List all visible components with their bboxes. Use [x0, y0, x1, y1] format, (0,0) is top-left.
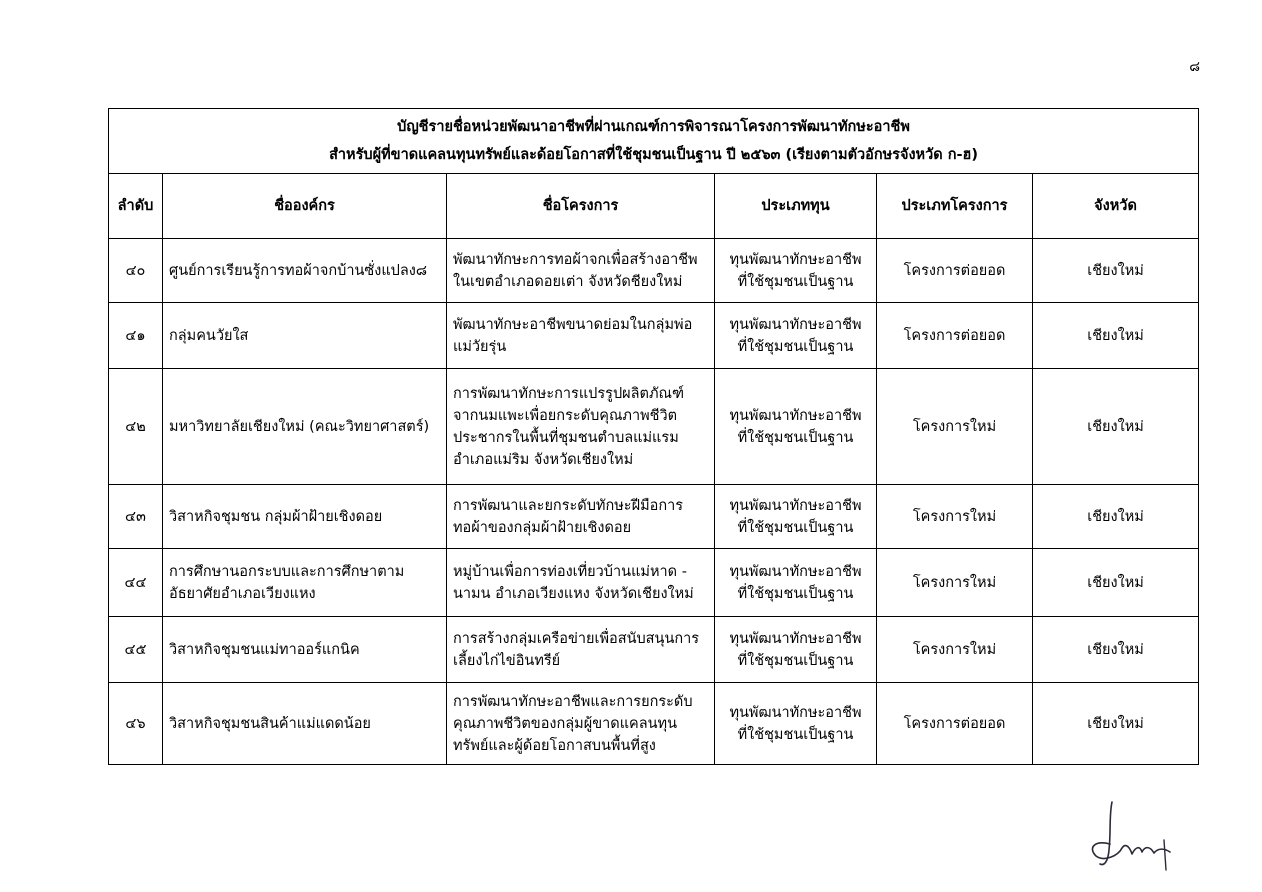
row-type: โครงการใหม่: [877, 369, 1033, 485]
signature: [1082, 796, 1178, 872]
project-line: อำเภอแม่ริม จังหวัดเชียงใหม่: [453, 451, 634, 468]
fund-line: ที่ใช้ชุมชนเป็นฐาน: [737, 273, 854, 290]
project-line: ในเขตอำเภอดอยเต่า จังหวัดชียงใหม่: [453, 273, 683, 290]
table-row: [109, 549, 1199, 617]
row-fund: [715, 239, 877, 303]
row-province: เชียงใหม่: [1033, 549, 1199, 617]
fund-line: ที่ใช้ชุมชนเป็นฐาน: [737, 652, 854, 669]
project-line: เลี้ยงไก่ไข่อินทรีย์: [453, 652, 561, 669]
title-line-1: บัญชีรายชื่อหน่วยพัฒนาอาชีพที่ผ่านเกณฑ์การพิจารณาโครงการพัฒนาทักษะอาชีพ: [397, 119, 910, 135]
project-line: จากนมแพะเพื่อยกระดับคุณภาพชีวิต: [453, 407, 678, 424]
project-line: พัฒนาทักษะการทอผ้าจกเพื่อสร้างอาชีพ: [453, 251, 698, 268]
fund-line: ทุนพัฒนาทักษะอาชีพ: [729, 630, 862, 647]
row-project: [447, 303, 715, 369]
row-type: โครงการต่อยอด: [877, 683, 1033, 765]
table-title: [109, 109, 1199, 174]
header-org: ชื่อองค์กร: [163, 174, 447, 239]
table-row: [109, 485, 1199, 549]
row-province: เชียงใหม่: [1033, 239, 1199, 303]
row-org: กลุ่มคนวัยใส: [163, 303, 447, 369]
row-no: ๔๒: [109, 369, 163, 485]
row-type: โครงการต่อยอด: [877, 239, 1033, 303]
fund-line: ที่ใช้ชุมชนเป็นฐาน: [737, 429, 854, 446]
project-line: นามน อำเภอเวียงแหง จังหวัดเชียงใหม่: [453, 585, 694, 602]
row-fund: [715, 369, 877, 485]
table-row: [109, 369, 1199, 485]
page-number: ๘: [1189, 59, 1200, 75]
fund-line: ทุนพัฒนาทักษะอาชีพ: [729, 251, 862, 268]
row-province: เชียงใหม่: [1033, 683, 1199, 765]
row-org: มหาวิทยาลัยเชียงใหม่ (คณะวิทยาศาสตร์): [163, 369, 447, 485]
row-project: [447, 239, 715, 303]
project-line: คุณภาพชีวิตของกลุ่มผู้ขาดแคลนทุน: [453, 715, 678, 732]
project-line: การพัฒนาทักษะอาชีพและการยกระดับ: [453, 693, 693, 710]
row-fund: [715, 549, 877, 617]
header-province: จังหวัด: [1033, 174, 1199, 239]
fund-line: ทุนพัฒนาทักษะอาชีพ: [729, 407, 862, 424]
fund-line: ทุนพัฒนาทักษะอาชีพ: [729, 316, 862, 333]
header-project: ชื่อโครงการ: [447, 174, 715, 239]
row-fund: [715, 683, 877, 765]
row-no: ๔๓: [109, 485, 163, 549]
row-fund: [715, 485, 877, 549]
fund-line: ทุนพัฒนาทักษะอาชีพ: [729, 563, 862, 580]
table-row: [109, 617, 1199, 683]
row-type: โครงการใหม่: [877, 485, 1033, 549]
project-line: ทอผ้าของกลุ่มผ้าฝ้ายเชิงดอย: [453, 519, 632, 536]
row-org: วิสาหกิจชุมชนแม่ทาออร์แกนิค: [163, 617, 447, 683]
project-line: หมู่บ้านเพื่อการท่องเที่ยวบ้านแม่หาด -: [453, 563, 687, 580]
table-row: [109, 683, 1199, 765]
row-province: เชียงใหม่: [1033, 303, 1199, 369]
fund-line: ที่ใช้ชุมชนเป็นฐาน: [737, 726, 854, 743]
header-project-type: ประเภทโครงการ: [877, 174, 1033, 239]
header-row: [109, 174, 1199, 239]
row-province: เชียงใหม่: [1033, 617, 1199, 683]
fund-line: ทุนพัฒนาทักษะอาชีพ: [729, 497, 862, 514]
row-project: [447, 549, 715, 617]
row-no: ๔๖: [109, 683, 163, 765]
row-project: [447, 369, 715, 485]
project-line: ประชากรในพื้นที่ชุมชนตำบลแม่แรม: [453, 429, 679, 446]
row-no: ๔๑: [109, 303, 163, 369]
fund-line: ทุนพัฒนาทักษะอาชีพ: [729, 704, 862, 721]
header-no: ลำดับ: [109, 174, 163, 239]
row-type: โครงการใหม่: [877, 617, 1033, 683]
row-no: ๔๐: [109, 239, 163, 303]
row-org: วิสาหกิจชุมชน กลุ่มผ้าฝ้ายเชิงดอย: [163, 485, 447, 549]
row-project: [447, 485, 715, 549]
project-line: การพัฒนาและยกระดับทักษะฝีมือการ: [453, 497, 684, 514]
row-province: เชียงใหม่: [1033, 485, 1199, 549]
row-project: [447, 683, 715, 765]
row-project: [447, 617, 715, 683]
row-no: ๔๔: [109, 549, 163, 617]
row-fund: [715, 617, 877, 683]
project-line: พัฒนาทักษะอาชีพขนาดย่อมในกลุ่มพ่อ: [453, 316, 693, 333]
row-org: ศูนย์การเรียนรู้การทอผ้าจกบ้านซั่งแปลง๘: [163, 239, 447, 303]
fund-line: ที่ใช้ชุมชนเป็นฐาน: [737, 519, 854, 536]
fund-line: ที่ใช้ชุมชนเป็นฐาน: [737, 585, 854, 602]
row-no: ๔๕: [109, 617, 163, 683]
table-title-row: [109, 109, 1199, 174]
table-row: [109, 239, 1199, 303]
project-line: การสร้างกลุ่มเครือข่ายเพื่อสนับสนุนการ: [453, 630, 700, 647]
row-province: เชียงใหม่: [1033, 369, 1199, 485]
row-type: โครงการต่อยอด: [877, 303, 1033, 369]
header-fund-type: ประเภททุน: [715, 174, 877, 239]
project-line: ทรัพย์และผู้ด้อยโอกาสบนพื้นที่สูง: [453, 737, 656, 754]
project-line: แม่วัยรุ่น: [453, 338, 507, 355]
row-org: การศึกษานอกระบบและการศึกษาตาม อัธยาศัยอำเภอเวียงแหง: [163, 549, 447, 617]
fund-line: ที่ใช้ชุมชนเป็นฐาน: [737, 338, 854, 355]
row-type: โครงการใหม่: [877, 549, 1033, 617]
table-row: [109, 303, 1199, 369]
title-line-2: สำหรับผู้ที่ขาดแคลนทุนทรัพย์และด้อยโอกาสที่ใช้ชุมชนเป็นฐาน ปี ๒๕๖๓ (เรียงตามตัวอักษรจังหวัด ก-ฮ): [329, 147, 978, 163]
row-fund: [715, 303, 877, 369]
project-line: การพัฒนาทักษะการแปรรูปผลิตภัณฑ์: [453, 385, 684, 402]
project-table: [108, 108, 1199, 765]
row-org: วิสาหกิจชุมชนสินค้าแม่แดดน้อย: [163, 683, 447, 765]
